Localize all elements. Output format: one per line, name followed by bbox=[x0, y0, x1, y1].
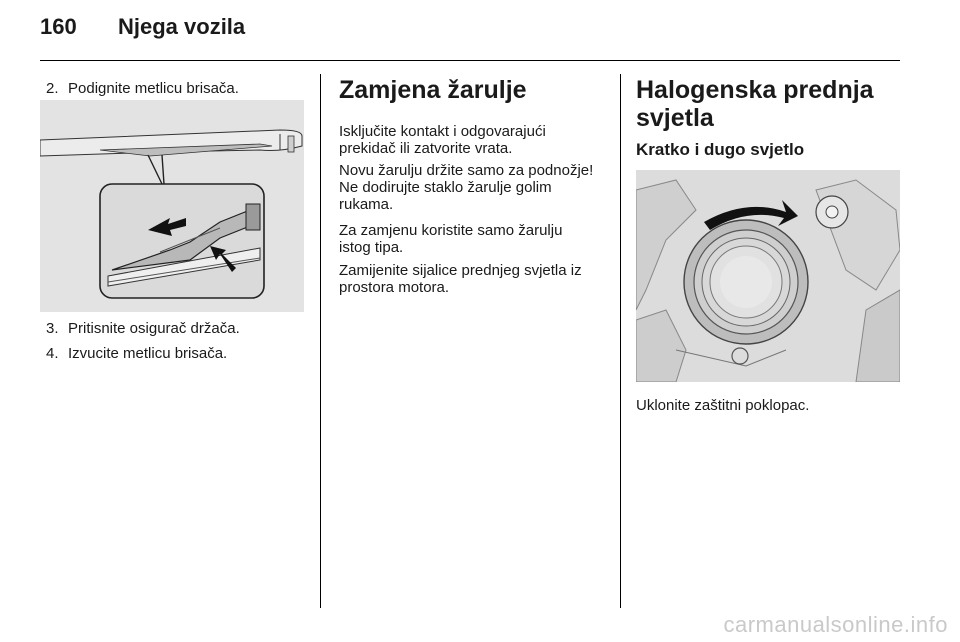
step-3-text: Pritisnite osigurač držača. bbox=[68, 320, 240, 337]
step-3-number: 3. bbox=[46, 320, 59, 337]
section-title: Zamjena žarulje bbox=[339, 76, 527, 104]
paragraph-1: Isključite kontakt i odgovarajući prekidač ili zatvorite vrata. bbox=[339, 123, 546, 157]
column-divider-right bbox=[620, 74, 621, 608]
step-4-text: Izvucite metlicu brisača. bbox=[68, 345, 228, 362]
paragraph-3: Za zamjenu koristite samo žarulju istog tipa. bbox=[339, 222, 563, 256]
headlight-cover-diagram bbox=[636, 170, 900, 382]
step-3 bbox=[46, 320, 240, 338]
chapter-title: Njega vozila bbox=[118, 14, 246, 39]
paragraph-2: Novu žarulju držite samo za podnožje! Ne dodirujte staklo žarulje golim rukama. bbox=[339, 162, 594, 213]
step-4-number: 4. bbox=[46, 345, 59, 362]
column-divider-left bbox=[320, 74, 321, 608]
wiper-illustration bbox=[40, 100, 304, 312]
section-title-halogen: Halogenska prednja svjetla bbox=[636, 76, 874, 132]
subsection-title: Kratko i dugo svjetlo bbox=[636, 140, 805, 159]
header-rule bbox=[40, 60, 900, 61]
caption: Uklonite zaštitni poklopac. bbox=[636, 397, 810, 414]
step-2-number: 2. bbox=[46, 80, 59, 97]
page-number: 160 bbox=[40, 14, 77, 39]
step-2 bbox=[46, 80, 239, 98]
step-2-text: Podignite metlicu brisača. bbox=[68, 80, 239, 97]
paragraph-4: Zamijenite sijalice prednjeg svjetla iz prostora motora. bbox=[339, 262, 582, 296]
wiper-blade-diagram bbox=[40, 100, 304, 312]
step-4 bbox=[46, 345, 227, 363]
headlight-illustration bbox=[636, 170, 900, 382]
watermark: carmanualsonline.info bbox=[723, 612, 948, 637]
